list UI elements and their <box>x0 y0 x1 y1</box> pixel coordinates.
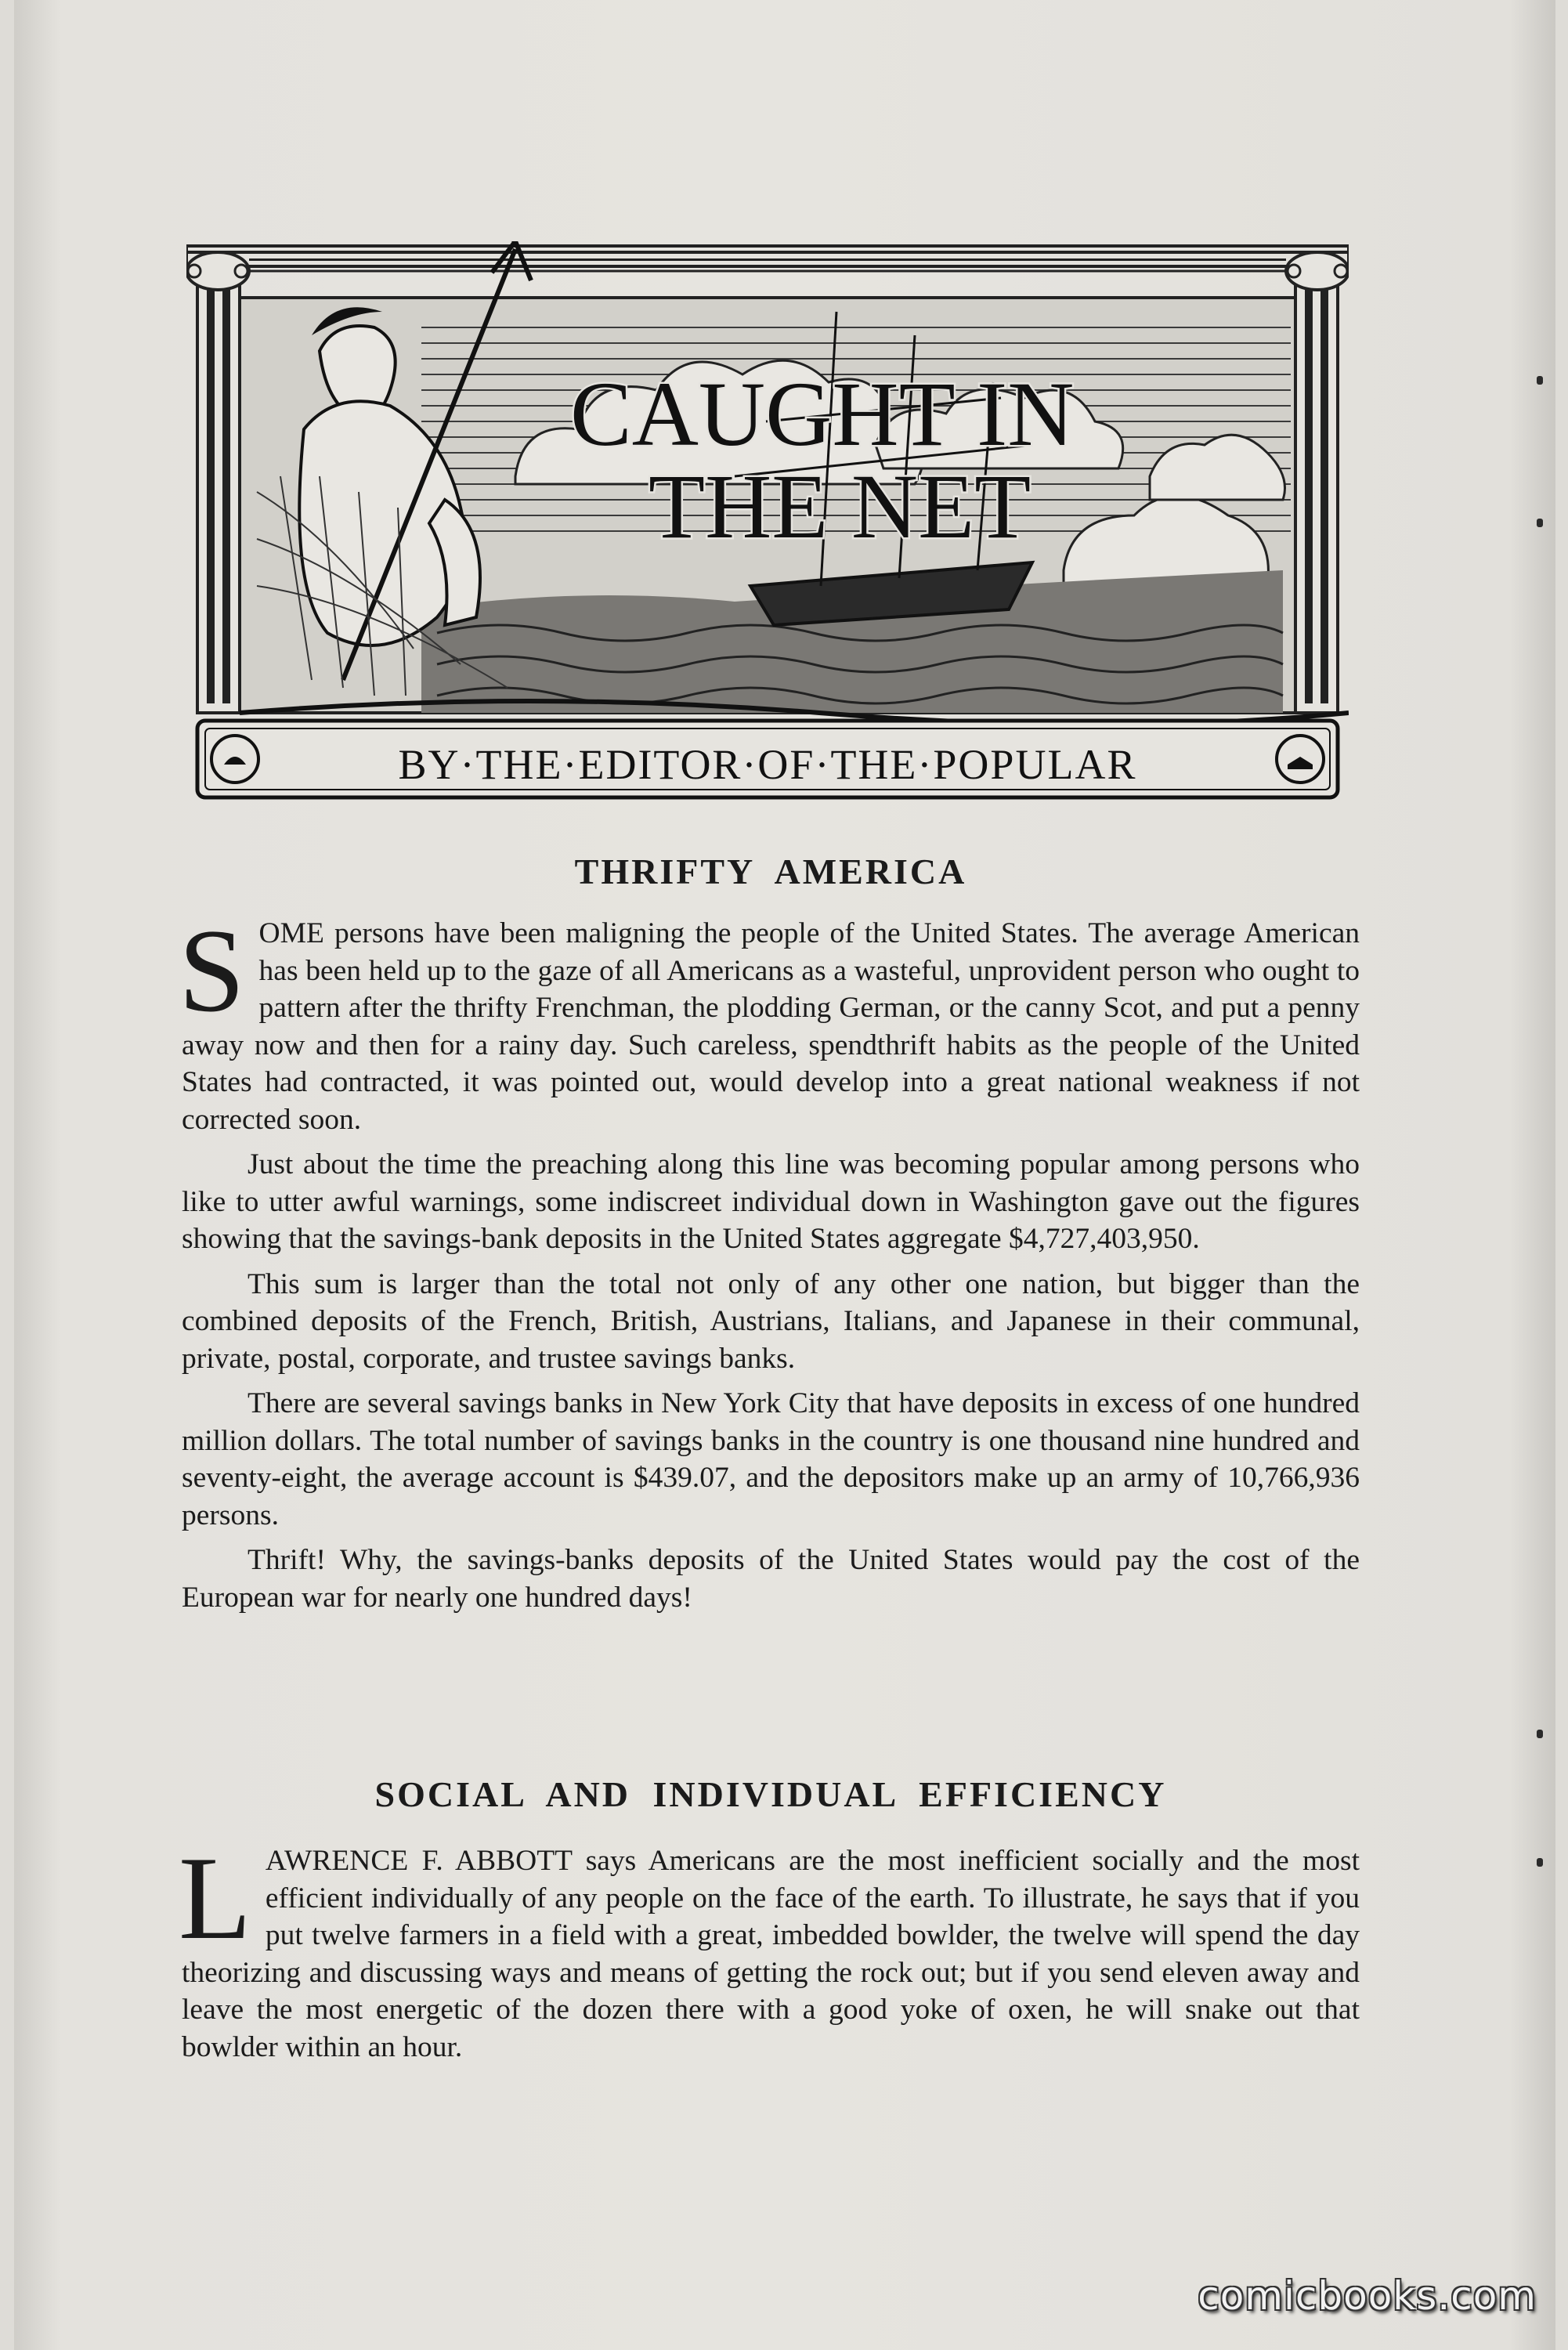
article-title: THRIFTY AMERICA <box>574 851 967 891</box>
paragraph-text: OME persons have been maligning the people of the United States. The average American has been held up to the gaze of all Americans as a wasteful, unprovident person who ought to pattern after the thrifty Frenchman, the plodding German, or the canny Scot, and put a penny away now and then for a rainy day. Such careless, spendthrift habits as the people of the United States had contracted, it was pointed out, would develop into a great national weakness if not corrected soon. <box>182 917 1360 1136</box>
article-paragraph <box>179 905 1360 1138</box>
ink-speck <box>1537 376 1543 385</box>
article-title: SOCIAL AND INDIVIDUAL EFFICIENCY <box>374 1774 1167 1814</box>
drop-cap: S <box>179 905 245 1036</box>
article-paragraph: This sum is larger than the total not only of any other one nation, but bigger than the combined deposits of the French, British, Austrians, Italians, and Japanese in their communal, private, postal, corporate, and trustee savings banks. <box>182 1267 1360 1375</box>
article-paragraph: Thrift! Why, the savings-banks deposits of the United States would pay the cost of the European war for nearly one hundred days! <box>182 1544 1360 1614</box>
article-body <box>179 905 1360 1624</box>
ink-speck <box>1537 1730 1543 1738</box>
banner-byline: BY·THE·EDITOR·OF·THE·POPULAR <box>398 741 1137 788</box>
banner-title-line2: THE NET <box>649 455 1031 558</box>
banner-artwork <box>186 241 1349 807</box>
article-paragraph: Just about the time the preaching along this line was becoming popular among persons who like to utter awful warnings, some indiscreet individual down in Washington gave out the figures showing that the savings-bank deposits in the United States aggregate $4,727,403,950. <box>182 1148 1360 1255</box>
banner-title-line1: CAUGHT IN <box>570 363 1075 465</box>
ink-speck <box>1537 1858 1543 1867</box>
header-illustration <box>186 241 1349 807</box>
drop-cap: L <box>179 1832 251 1964</box>
paragraph-text: AWRENCE F. ABBOTT says Americans are the most inefficient socially and the most efficient individually of any people on the face of the earth. To illustrate, he says that if you put twelve farmers in a field with a great, imbedded bowlder, the twelve will spend the day theorizing and discussing ways and means of getting the rock out; but if you send eleven away and leave the most energetic of the dozen there with a good yoke of oxen, he will snake out that bowlder within an hour. <box>182 1845 1360 2063</box>
article-body <box>179 1832 1360 2073</box>
article-paragraph: There are several savings banks in New York City that have deposits in excess of one hundred million dollars. The total number of savings banks in the country is one thousand nine hundred and seventy-eight, the average account is $439.07, and the depositors make up an army of 10,766,936 persons. <box>182 1387 1360 1531</box>
ink-speck <box>1537 519 1543 527</box>
watermark: comicbooks.com <box>1198 2273 1537 2319</box>
article-paragraph <box>179 1832 1360 2066</box>
